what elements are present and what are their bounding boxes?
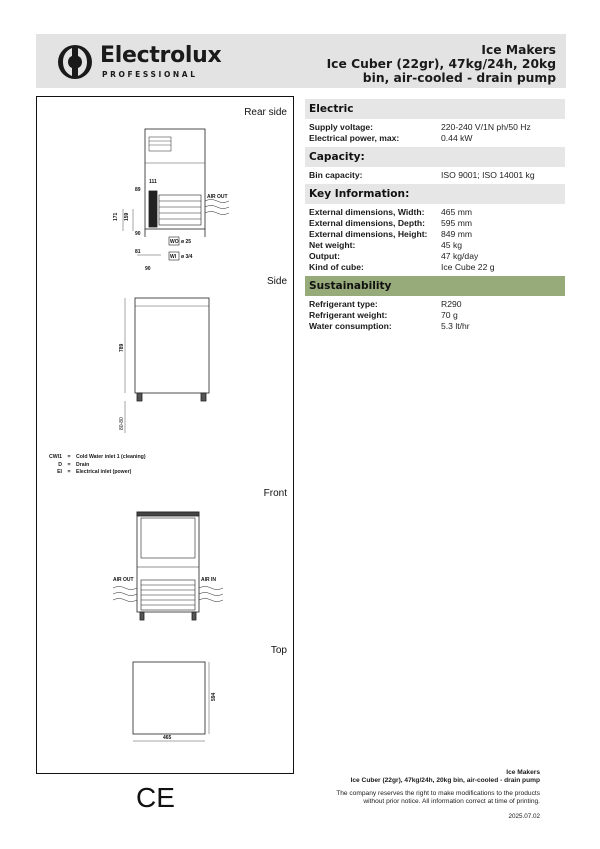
side-label: Side (266, 276, 287, 287)
rear-side-label: Rear side (244, 107, 287, 118)
legend-desc: Electrical inlet (power) (76, 469, 132, 475)
spec-label: Output: (309, 251, 341, 261)
footer-category: Ice Makers (506, 769, 540, 776)
front-air-in: AIR IN (201, 577, 216, 583)
spec-row (309, 321, 565, 332)
spec-value: 45 kg (441, 240, 463, 250)
spec-row (309, 240, 565, 251)
section-electric-rows (305, 119, 565, 147)
top-label: Top (270, 645, 287, 656)
front-air-out: AIR OUT (113, 577, 134, 583)
rear-wi-code: WI (170, 254, 177, 260)
rear-dim-111: 111 (149, 179, 157, 185)
rear-dim-171: 171 (113, 212, 119, 221)
rear-dim-90a: 90 (135, 231, 141, 237)
spec-row (309, 122, 565, 133)
spec-label: Bin capacity: (309, 170, 363, 180)
spec-label: Water consumption: (309, 321, 392, 331)
side-dim-feet: 80-80 (119, 417, 125, 430)
spec-row (309, 299, 565, 310)
footer-note-line-2: without prior notice. All information correct at time of printing. (363, 798, 540, 805)
spec-row (309, 229, 565, 240)
spec-label: External dimensions, Depth: (309, 218, 426, 228)
spec-label: Supply voltage: (309, 122, 373, 132)
rear-wo-code: WO (170, 239, 179, 245)
spec-row (309, 170, 565, 181)
page-header (36, 34, 566, 88)
section-key-info-rows (305, 204, 565, 276)
spec-label: Electrical power, max: (309, 133, 400, 143)
spec-value: R290 (441, 299, 462, 309)
product-title (327, 43, 556, 85)
legend-code: EI (57, 469, 62, 475)
spec-label: External dimensions, Width: (309, 207, 425, 217)
spec-value: Ice Cube 22 g (441, 262, 495, 272)
title-line-3: bin, air-cooled - drain pump (362, 71, 556, 85)
footer-product: Ice Cuber (22gr), 47kg/24h, 20kg bin, air-cooled - drain pump (350, 777, 540, 784)
legend-desc: Drain (76, 461, 90, 468)
legend-code: D (58, 461, 62, 468)
top-dim-width: 465 (163, 735, 172, 741)
top-dim-depth: 594 (211, 692, 217, 701)
legend-row: EI = Electrical inlet (power) (47, 469, 146, 477)
side-view-drawing (125, 298, 209, 433)
section-electric-heading: Electric (305, 99, 565, 119)
section-capacity-rows (305, 167, 565, 184)
spec-row (309, 133, 565, 144)
spec-value: ISO 9001; ISO 14001 kg (441, 170, 535, 180)
ce-mark-icon (136, 784, 180, 810)
spec-value: 70 g (441, 310, 458, 320)
legend-row: CWI1 = Cold Water inlet 1 (cleaning) (47, 454, 146, 462)
rear-dim-159: 159 (124, 212, 130, 221)
rear-wo-size: ø 25 (181, 239, 192, 245)
rear-dim-81: 81 (135, 249, 141, 255)
specification-panel (305, 99, 565, 335)
top-view-drawing (133, 662, 209, 741)
front-label: Front (263, 488, 287, 499)
footer-date: 2025.07.02 (508, 813, 540, 820)
section-sustainability-rows (305, 296, 565, 335)
footer-title (351, 769, 540, 785)
electrolux-logo (56, 43, 246, 83)
footer-note-line-1: The company reserves the right to make modifications to the products (336, 790, 540, 797)
spec-value: 47 kg/day (441, 251, 479, 261)
spec-row (309, 251, 565, 262)
spec-label: Refrigerant type: (309, 299, 378, 309)
spec-label: Refrigerant weight: (309, 310, 388, 320)
spec-value: 5.3 lt/hr (441, 321, 470, 331)
rear-air-out: AIR OUT (207, 194, 228, 200)
spec-row (309, 207, 565, 218)
legend-row: D = Drain (47, 462, 146, 470)
rear-dim-89: 89 (135, 187, 141, 193)
spec-label: Net weight: (309, 240, 356, 250)
title-line-1: Ice Makers (481, 43, 556, 57)
spec-value: 220-240 V/1N ph/50 Hz (441, 122, 531, 132)
side-dim-height: 789 (119, 343, 125, 352)
brand-subtitle: PROFESSIONAL (102, 70, 198, 79)
brand-name: Electrolux (100, 43, 222, 68)
section-capacity-heading: Capacity: (305, 147, 565, 167)
electrolux-logo-icon (56, 43, 94, 81)
section-key-info-heading: Key Information: (305, 184, 565, 204)
spec-value: 465 mm (441, 207, 473, 217)
footer-disclaimer (300, 790, 540, 806)
spec-value: 0.44 kW (441, 133, 473, 143)
spec-label: External dimensions, Height: (309, 229, 428, 239)
title-line-2: Ice Cuber (22gr), 47kg/24h, 20kg (326, 57, 556, 71)
spec-value: 595 mm (441, 218, 473, 228)
spec-row (309, 310, 565, 321)
legend-desc: Cold Water inlet 1 (cleaning) (76, 454, 146, 460)
front-view-drawing (113, 512, 223, 620)
ce-mark-text: CE (136, 784, 175, 810)
spec-row (309, 218, 565, 229)
drawing-legend (47, 454, 146, 477)
technical-drawings (37, 97, 293, 773)
spec-label: Kind of cube: (309, 262, 364, 272)
spec-value: 849 mm (441, 229, 473, 239)
technical-drawing-frame (36, 96, 294, 774)
legend-code: CWI1 (49, 454, 62, 460)
section-sustainability-heading: Sustainability (305, 276, 565, 296)
rear-dim-90b: 90 (145, 266, 151, 272)
rear-wi-size: ø 3/4 (181, 254, 193, 260)
spec-row (309, 262, 565, 273)
